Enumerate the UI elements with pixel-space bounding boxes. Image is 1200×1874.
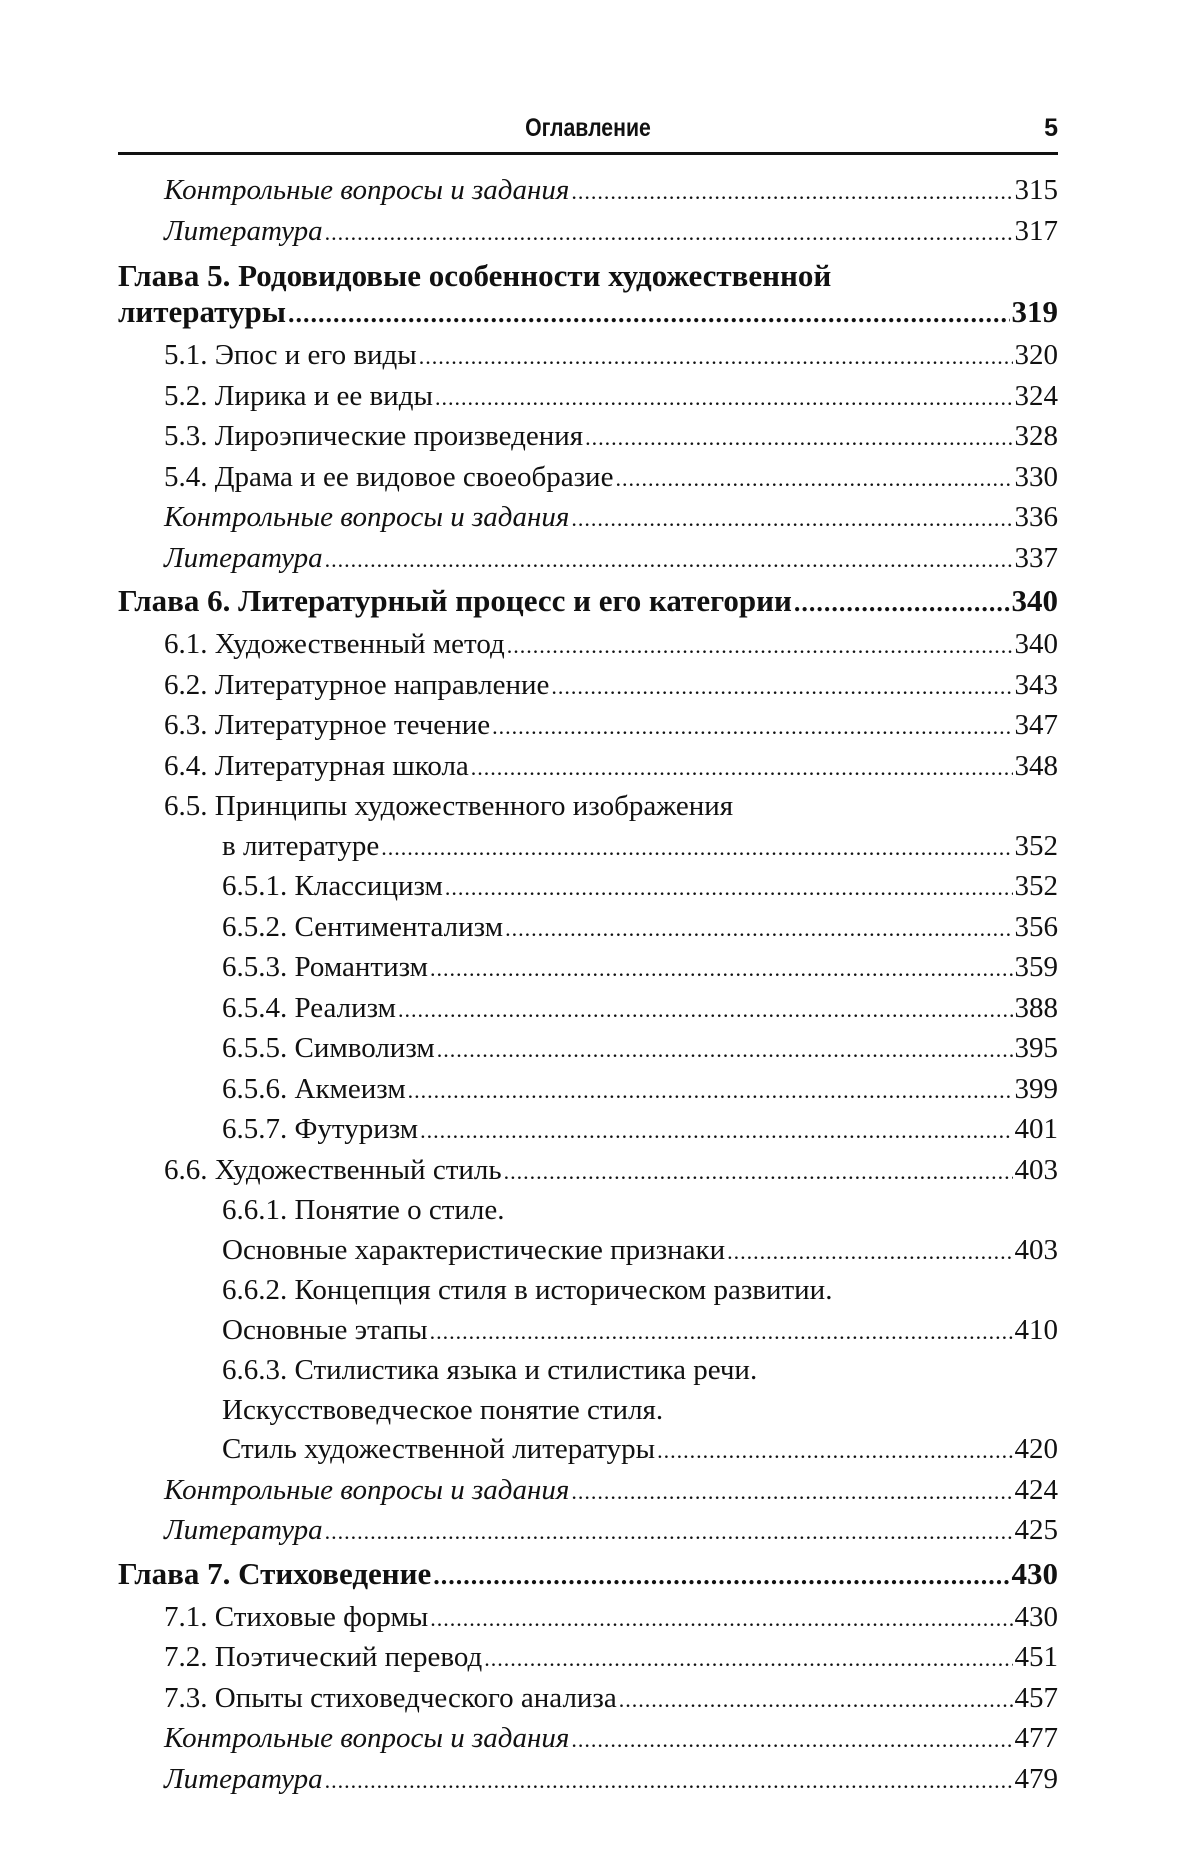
toc-page-number: 457 [1014,1681,1058,1714]
toc-page-number: 356 [1014,910,1058,943]
toc-entry-title: 6.2. Литературное направление [164,668,550,701]
toc-entry [118,498,1058,539]
toc-entry-title: 6.6. Художественный стиль [164,1153,502,1186]
toc-page-number: 352 [1014,870,1058,902]
toc-entry-title: 6.5.2. Сентиментализм [222,910,504,943]
dot-leader [435,378,1013,418]
toc-entry-title: в литературе [222,829,380,862]
toc-entry-title: 6.5.5. Символизм [222,1032,435,1064]
dot-leader [571,172,1012,212]
toc-entry [118,417,1058,458]
toc-entry-title-line: Искусствоведческое понятие стиля. [222,1393,664,1426]
toc-entry-title: Контрольные вопросы и задания [164,1722,570,1754]
dot-leader [585,418,1012,458]
toc-entry-title: 7.3. Опыты стиховедческого анализа [164,1681,617,1714]
dot-leader [430,1312,1013,1352]
toc-page-number: 399 [1014,1072,1058,1105]
toc-page-number: 319 [1011,294,1058,329]
toc-page-number: 395 [1014,1032,1058,1064]
dot-leader [381,828,1012,868]
toc-page-number: 479 [1014,1762,1058,1795]
dot-leader [619,1680,1013,1720]
toc-entry-title: Основные характеристические признаки [222,1233,726,1266]
toc-entry-title: 7.2. Поэтический перевод [164,1641,483,1673]
toc-entry [118,1638,1058,1679]
toc-entry-title: Контрольные вопросы и задания [164,174,570,206]
toc-entry-title: 6.4. Литературная школа [164,749,469,782]
toc-entry-title: литературы [118,294,286,329]
toc-page-number: 347 [1014,709,1058,741]
dot-leader [408,1071,1013,1111]
toc-entry-title: 5.1. Эпос и его виды [164,339,417,371]
toc-entry [118,1760,1058,1801]
toc-entry-title: 5.2. Лирика и ее виды [164,379,433,412]
toc-page-number: 340 [1011,583,1058,618]
toc-page-number: 425 [1014,1514,1058,1546]
toc-chapter-entry [118,258,1058,332]
toc-entry-title: 6.3. Литературное течение [164,709,491,741]
toc-chapter-entry [118,583,1058,621]
dot-leader [727,1232,1012,1272]
toc-entry-title-line: 6.5. Принципы художественного изображения [164,790,734,822]
toc-entry-title: 7.1. Стиховые формы [164,1600,429,1633]
toc-entry [118,706,1058,747]
toc-entry [118,539,1058,580]
toc-page-number: 477 [1014,1722,1058,1754]
toc-page-number: 324 [1014,379,1058,412]
dot-leader [398,990,1013,1030]
dot-leader [615,459,1012,499]
toc-entry [118,1029,1058,1070]
toc-page-number: 403 [1014,1153,1058,1186]
toc-page-number: 336 [1014,501,1058,533]
dot-leader [430,949,1013,989]
toc-page-number: 359 [1014,951,1058,983]
toc-entry [118,458,1058,499]
toc-page-number: 403 [1014,1233,1058,1266]
toc-entry [118,747,1058,788]
toc-entry-title: 6.5.1. Классицизм [222,870,443,902]
toc-entry-title: Глава 7. Стиховедение [118,1555,432,1591]
toc-entry [118,1271,1058,1351]
toc-entry-title: Литература [164,541,323,574]
toc-page-number: 410 [1014,1313,1058,1346]
dot-leader [492,707,1012,747]
toc-entry-title: 6.5.4. Реализм [222,991,396,1024]
dot-leader [325,1761,1013,1801]
toc-page-number: 330 [1014,460,1058,493]
toc-page-number: 424 [1014,1473,1058,1506]
toc-page-number: 337 [1014,541,1058,574]
toc-page-number: 315 [1014,174,1058,206]
page-number: 5 [1044,114,1058,142]
toc-entry [118,1471,1058,1512]
toc-entry-title: Контрольные вопросы и задания [164,501,570,533]
dot-leader [484,1639,1012,1679]
toc-entry [118,336,1058,377]
toc-entry [118,1070,1058,1111]
toc-entry-title: 5.3. Лироэпические произведения [164,420,584,452]
toc-entry [118,1598,1058,1639]
toc-entry [118,212,1058,253]
toc-entry-title: Литература [164,1762,323,1795]
toc-entry-title: Литература [164,1514,323,1546]
dot-leader [445,868,1013,908]
toc-entry-title: Контрольные вопросы и задания [164,1473,570,1506]
toc-entry [118,377,1058,418]
dot-leader [571,1720,1012,1760]
toc-entry-title-line: Глава 5. Родовидовые особенности художественной [118,258,832,293]
dot-leader [430,1599,1012,1639]
toc-entry [118,625,1058,666]
toc-entry [118,666,1058,707]
toc-page-number: 401 [1014,1113,1058,1145]
toc-entry [118,1351,1058,1471]
toc-entry-title: 6.5.7. Футуризм [222,1113,419,1145]
dot-leader [419,337,1013,377]
toc-entry-title: 6.5.3. Романтизм [222,951,428,983]
dot-leader [505,909,1012,949]
toc-page-number: 317 [1014,214,1058,247]
toc-page-number: 388 [1014,991,1058,1024]
toc-entry [118,948,1058,989]
toc-chapter-entry [118,1556,1058,1594]
table-of-contents [118,171,1058,1800]
toc-page-number: 430 [1011,1555,1058,1591]
toc-page-number: 420 [1014,1433,1058,1465]
page-header [118,112,1058,155]
dot-leader [507,626,1013,666]
dot-leader [433,1558,1009,1594]
toc-entry [118,1110,1058,1151]
dot-leader [325,213,1013,253]
dot-leader [551,667,1012,707]
toc-entry-title: Основные этапы [222,1313,428,1346]
toc-page-number: 328 [1014,420,1058,452]
dot-leader [471,748,1013,788]
toc-page-number: 343 [1014,668,1058,701]
dot-leader [571,1472,1012,1512]
toc-page-number: 451 [1014,1641,1058,1673]
toc-page-number: 320 [1014,339,1058,371]
toc-entry-title: 5.4. Драма и ее видовое своеобразие [164,460,614,493]
toc-entry-title: 6.1. Художественный метод [164,628,505,660]
toc-entry-title-line: 6.6.2. Концепция стиля в историческом развитии. [222,1274,833,1306]
toc-entry-title: 6.5.6. Акмеизм [222,1072,406,1105]
toc-entry [118,989,1058,1030]
toc-entry [118,1719,1058,1760]
dot-leader [504,1152,1013,1192]
dot-leader [657,1431,1012,1471]
toc-entry [118,1679,1058,1720]
toc-entry-title: Глава 6. Литературный процесс и его категории [118,583,792,618]
toc-entry-title-line: 6.6.1. Понятие о стиле. [222,1194,505,1226]
running-title: Оглавление [525,114,651,142]
toc-entry-title: Литература [164,214,323,247]
dot-leader [420,1111,1012,1151]
dot-leader [325,1512,1013,1552]
toc-entry [118,1511,1058,1552]
dot-leader [794,585,1010,621]
toc-page-number: 352 [1014,829,1058,862]
toc-entry [118,171,1058,212]
toc-entry [118,787,1058,867]
dot-leader [571,499,1012,539]
dot-leader [325,540,1013,580]
toc-entry [118,1151,1058,1192]
dot-leader [437,1030,1013,1070]
toc-page-number: 348 [1014,749,1058,782]
dot-leader [288,296,1010,332]
toc-page-number: 340 [1014,628,1058,660]
toc-entry [118,867,1058,908]
toc-entry [118,1191,1058,1271]
toc-entry-title-line: 6.6.3. Стилистика языка и стилистика речи. [222,1354,758,1386]
toc-entry-title: Стиль художественной литературы [222,1433,656,1465]
toc-page-number: 430 [1014,1600,1058,1633]
toc-entry [118,908,1058,949]
